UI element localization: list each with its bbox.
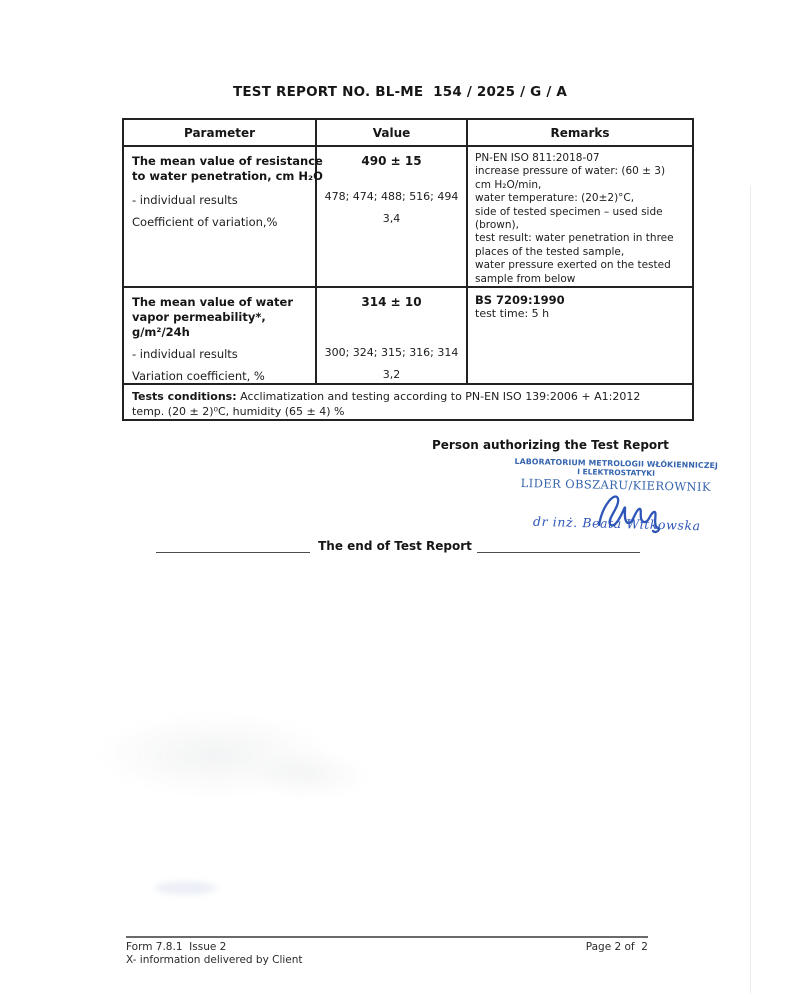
coefficient-of-variation-label: Coefficient of variation,% [132,215,278,229]
stamp-line-1: LABORATORIUM METROLOGII WŁÓKIENNICZEJ [514,456,719,471]
conditions-line2: temp. (20 ± 2)⁰C, humidity (65 ± 4) % [132,405,345,419]
column-header-value: Value [316,119,467,146]
parameter-cell-vapor-permeability [123,287,316,384]
scan-smudge [250,750,370,800]
individual-results-values: 478; 474; 488; 516; 494 [324,190,459,203]
footer-divider [126,936,648,938]
test-conditions-cell [123,384,693,420]
column-header-remarks: Remarks [467,119,693,146]
individual-results-label: - individual results [132,347,238,362]
end-of-report-label: The end of Test Report [318,539,472,553]
conditions-label: Tests conditions: [132,390,237,404]
table-row-vapor-permeability [123,287,693,384]
remarks-cell-vapor-permeability [467,287,693,384]
variation-coefficient-label: Variation coefficient, % [132,369,265,384]
standard-reference: BS 7209:1990 [475,293,565,308]
authorizing-heading: Person authorizing the Test Report [432,438,669,452]
variation-coefficient-value: 3,2 [382,368,401,382]
column-header-parameter: Parameter [123,119,316,146]
table-row-water-penetration [123,146,693,287]
footer-client-note: X- information delivered by Client [126,954,303,966]
individual-results-values: 300; 324; 315; 316; 314 [324,346,459,360]
parameter-title: The mean value of water vapor permeability*, g/m²/24h [132,295,294,340]
conditions-text: Acclimatization and testing according to PN-EN ISO 139:2006 + A1:2012 [236,390,641,404]
page-title: TEST REPORT NO. BL-ME 154 / 2025 / G / A [232,84,568,100]
table-header-row [123,119,693,146]
footer-page-number: Page 2 of 2 [585,941,648,953]
individual-results-label: - individual results [132,193,238,207]
variation-coefficient-value: 3,4 [382,212,401,225]
results-table [122,118,694,421]
end-underscore-right [477,552,640,553]
parameter-title: The mean value of resistance to water penetration, cm H₂O [132,154,323,183]
value-cell-water-penetration [316,146,467,287]
parameter-cell-water-penetration [123,146,323,287]
scan-smudge [155,881,217,895]
value-cell-vapor-permeability [316,287,467,384]
signer-name: dr inż. Beata Witkowska [532,513,701,534]
mean-value: 490 ± 15 [361,154,422,168]
stamp-line-3: LIDER OBSZARU/KIEROWNIK [520,476,712,494]
scan-page-edge [750,185,751,993]
mean-value: 314 ± 10 [361,295,422,310]
remarks-cell-water-penetration: PN-EN ISO 811:2018-07 increase pressure of water: (60 ± 3) cm H₂O/min, water temperature: (20±2)°C, side of tested specimen – used side (brown), test result: water penetration in three places of the tested sample, water pressure exerted on the tested sample from below [467,146,693,287]
test-time: test time: 5 h [475,307,550,321]
footer-form-number: Form 7.8.1 Issue 2 [126,941,227,953]
stamp-line-2: I ELEKTROSTATYKI [577,467,656,478]
table-row-test-conditions [123,384,693,420]
